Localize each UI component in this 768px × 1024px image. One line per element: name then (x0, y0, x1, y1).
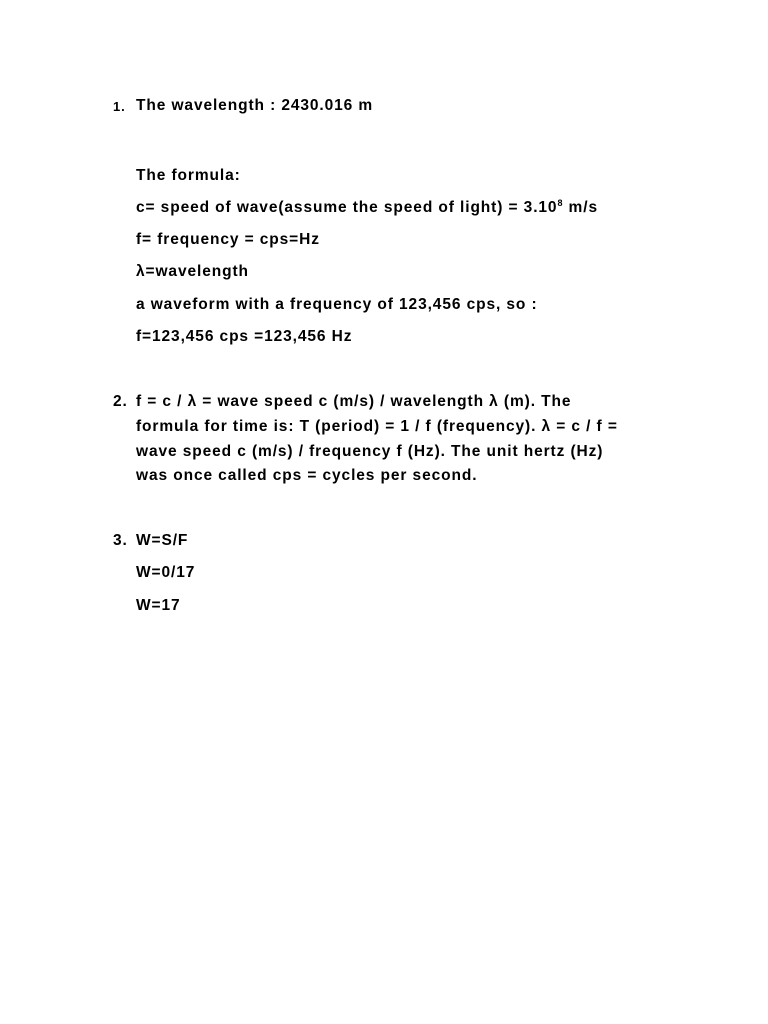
item-2-line: wave speed c (m/s) / frequency f (Hz). The unit hertz (Hz) (136, 443, 604, 460)
item-2-line: f = c / λ = wave speed c (m/s) / wavelength λ (m). The (136, 393, 572, 410)
item-1-heading: The wavelength : 2430.016 m (136, 97, 374, 114)
item-3-number: 3. (113, 532, 128, 549)
wavelength-definition-line: λ=wavelength (136, 263, 249, 280)
item-2-line: was once called cps = cycles per second. (136, 467, 478, 484)
item-1-number: 1. (113, 99, 126, 114)
frequency-definition-line: f= frequency = cps=Hz (136, 231, 320, 248)
item-2-number: 2. (113, 393, 128, 410)
formula-title: The formula: (136, 167, 241, 184)
speed-exponent: 8 (557, 198, 564, 208)
speed-of-wave-text: c= speed of wave(assume the speed of light) = 3.10 (136, 199, 558, 216)
item-2-line: formula for time is: T (period) = 1 / f (frequency). λ = c / f = (136, 418, 618, 435)
equation-line: W=S/F (136, 532, 189, 549)
waveform-line: a waveform with a frequency of 123,456 cps, so : (136, 296, 538, 313)
speed-of-wave-line (136, 198, 598, 218)
equation-line: W=0/17 (136, 564, 196, 581)
equation-line: W=17 (136, 597, 181, 614)
frequency-value-line: f=123,456 cps =123,456 Hz (136, 328, 353, 345)
speed-unit: m/s (563, 199, 598, 216)
